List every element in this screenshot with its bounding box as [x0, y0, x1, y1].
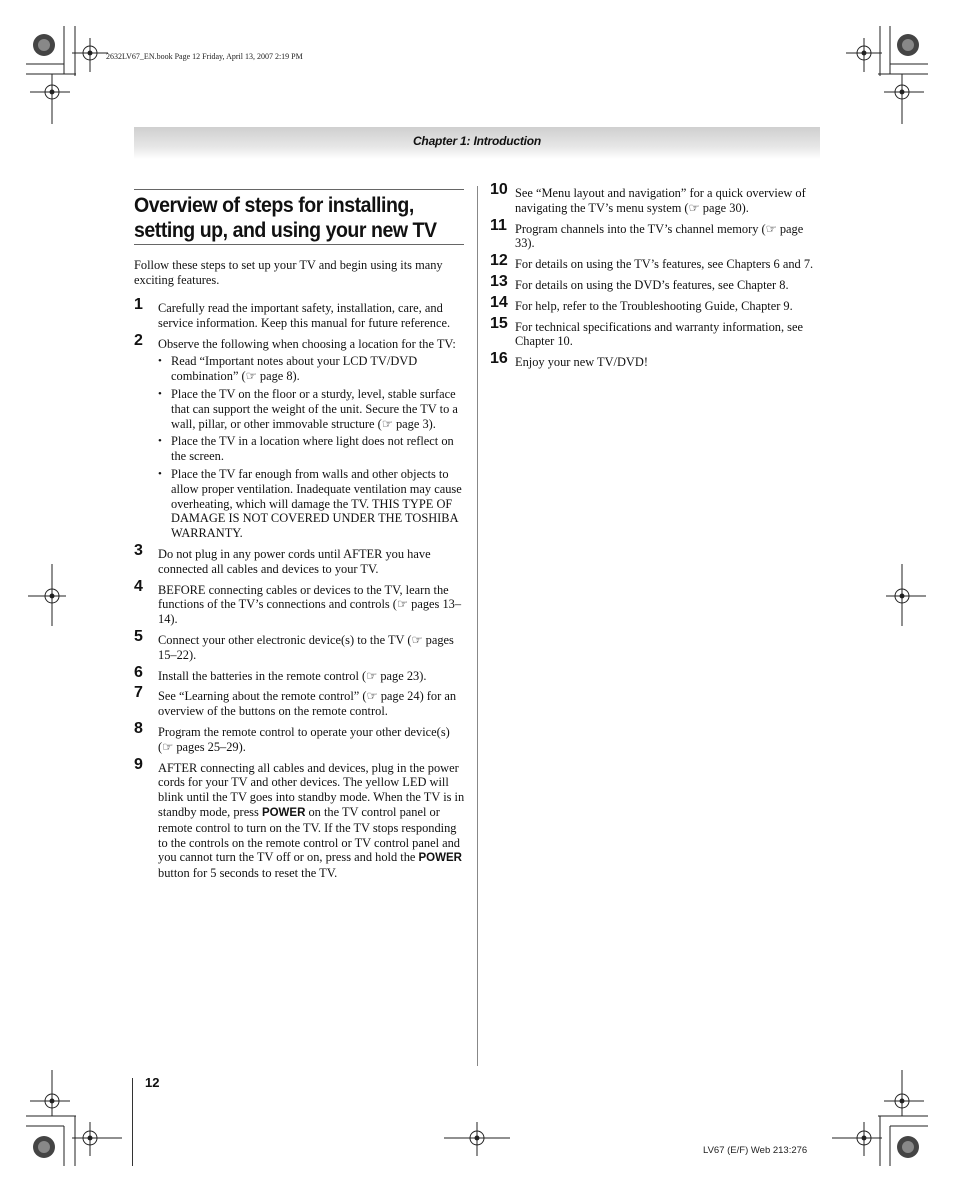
step-text: For details on using the DVD’s features, see Chapter 8.: [515, 277, 789, 292]
step-text: Connect your other electronic device(s) to the TV (☞ pages 15–22).: [158, 632, 454, 662]
step-bullet-list: [158, 354, 466, 541]
chapter-header-band: [134, 127, 820, 159]
step-text: See “Learning about the remote control” (☞ page 24) for an overview of the buttons on the remote control.: [158, 689, 457, 719]
step-number: 9: [134, 755, 143, 773]
step-number: 2: [134, 331, 143, 349]
chapter-title: Chapter 1: Introduction: [412, 134, 542, 148]
step-number: 10: [490, 181, 508, 198]
power-label: POWER: [418, 852, 462, 865]
step-text: Install the batteries in the remote control (☞ page 23).: [158, 668, 427, 683]
step-item: [134, 719, 466, 755]
step-text: [158, 761, 466, 881]
step-item: [134, 296, 466, 331]
footer-code: LV67 (E/F) Web 213:276: [703, 1145, 808, 1156]
intro-paragraph: Follow these steps to set up your TV and begin using its many exciting features.: [134, 258, 443, 287]
step9-text-part: on the TV control panel or remote control to turn on the TV. If the TV stops responding to the controls on the remote control or TV control panel and you cannot turn the TV off or on, press and hold the: [158, 804, 461, 865]
file-info: 2632LV67_EN.book Page 12 Friday, April 13, 2007 2:19 PM: [106, 52, 303, 61]
step-number: 1: [134, 296, 143, 313]
step-item: [134, 755, 466, 881]
step-item: [490, 216, 822, 252]
step-item: [134, 627, 466, 663]
step-item: [490, 181, 822, 216]
step-text: For details on using the TV’s features, see Chapters 6 and 7.: [515, 257, 814, 272]
step-number: 14: [490, 293, 508, 311]
step-number: 13: [490, 272, 508, 290]
step-text: BEFORE connecting cables or devices to the TV, learn the functions of the TV’s connections and controls (☞ pages 13–14).: [158, 582, 462, 627]
step-item: [134, 684, 466, 719]
step-text: Do not plug in any power cords until AFTER you have connected all cables and devices to your TV.: [158, 546, 431, 576]
steps-left-column: [134, 296, 466, 887]
page-heading: [134, 193, 441, 243]
bullet-item: • Place the TV far enough from walls and other objects to allow proper ventilation. Inadequate ventilation may cause overheating, which will damage the TV. THIS TYPE OF DAMAGE IS NOT COVERED UNDER THE TOSHIBA WARRANTY.: [158, 467, 466, 541]
page-number-rule: [132, 1078, 133, 1166]
step-number: 16: [490, 350, 508, 368]
steps-right-column: [490, 181, 822, 376]
crop-marks-top: [0, 0, 954, 130]
step-number: 12: [490, 252, 508, 270]
bullet-item: • Read “Important notes about your LCD TV/DVD combination” (☞ page 8).: [158, 354, 466, 384]
step-text: Carefully read the important safety, installation, care, and service information. Keep this manual for future reference.: [158, 301, 451, 330]
step9-text-part: button for 5 seconds to reset the TV.: [158, 866, 338, 881]
step-text: Observe the following when choosing a location for the TV:: [158, 336, 456, 351]
step-item: [134, 331, 466, 541]
power-label: POWER: [261, 806, 306, 819]
step-number: 7: [134, 684, 143, 702]
step-item: [134, 541, 466, 577]
step-item: [134, 663, 466, 684]
step-text: See “Menu layout and navigation” for a quick overview of navigating the TV’s menu system (☞ page 30).: [515, 186, 806, 215]
step-item: [490, 272, 822, 293]
bullet-item: • Place the TV on the floor or a sturdy, level, stable surface that can support the weight of the unit. Secure the TV to a wall, pillar, or other immovable structure (☞ page 3).: [158, 387, 466, 431]
step-number: 4: [134, 577, 143, 595]
step-number: 5: [134, 627, 143, 645]
heading-line-1: Overview of steps for installing,: [134, 194, 414, 217]
step-item: [490, 314, 822, 350]
step-number: 3: [134, 541, 143, 559]
step-text: For help, refer to the Troubleshooting Guide, Chapter 9.: [515, 298, 793, 313]
column-divider: [477, 186, 478, 1066]
step-number: 15: [490, 314, 508, 332]
step-text: Enjoy your new TV/DVD!: [515, 355, 648, 370]
step-text: Program channels into the TV’s channel memory (☞ page 33).: [515, 221, 804, 251]
step-item: [490, 252, 822, 272]
step-number: 8: [134, 719, 143, 737]
crop-marks-bottom: [0, 1066, 954, 1193]
step-number: 11: [490, 216, 507, 234]
step-number: 6: [134, 663, 143, 681]
heading-rule-top: [134, 189, 464, 190]
step-item: [134, 577, 466, 627]
step-item: [490, 350, 822, 370]
heading-rule-bottom: [134, 244, 464, 245]
heading-line-2: setting up, and using your new TV: [134, 219, 437, 242]
page-number: 12: [145, 1075, 160, 1090]
step-text: For technical specifications and warranty information, see Chapter 10.: [515, 319, 803, 349]
bullet-item: • Place the TV in a location where light does not reflect on the screen.: [158, 434, 466, 464]
step-text: Program the remote control to operate your other device(s) (☞ pages 25–29).: [158, 724, 450, 754]
step-item: [490, 293, 822, 314]
step9-text-part: AFTER connecting all cables and devices, plug in the power cords for your TV and other devices. The yellow LED will blink until the TV goes into standby mode. When the TV is in standby mode, press: [158, 760, 465, 819]
